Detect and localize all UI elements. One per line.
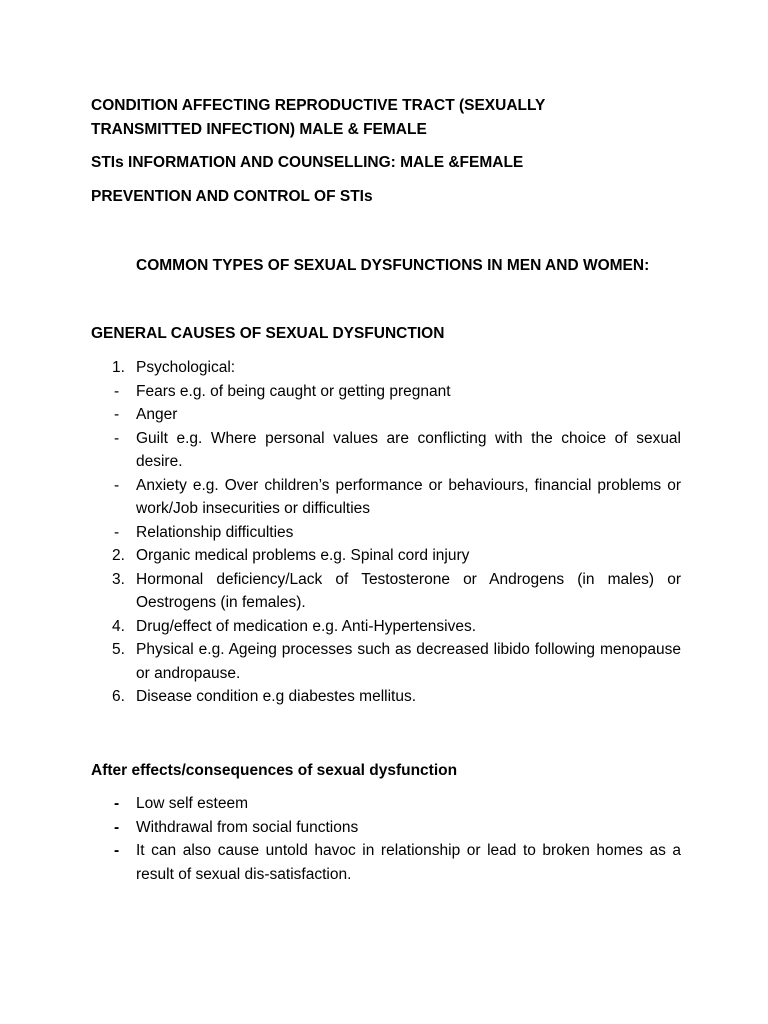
list-item-text: Low self esteem <box>136 795 248 812</box>
list-marker: - <box>114 523 120 541</box>
heading-common-types: COMMON TYPES OF SEXUAL DYSFUNCTIONS IN MEN AND WOMEN: <box>136 257 650 274</box>
list-item <box>91 792 681 816</box>
list-item-text: Organic medical problems e.g. Spinal cord injury <box>136 547 470 564</box>
list-item-text: It can also cause untold havoc in relationship or lead to broken homes as a result of sexual dis-satisfaction. <box>136 842 681 883</box>
list-item <box>91 615 681 639</box>
list-item <box>91 816 681 840</box>
list-marker: - <box>114 406 120 423</box>
list-item <box>91 474 681 521</box>
list-item-text: Guilt e.g. Where personal values are conflicting with the choice of sexual desire. <box>136 429 681 470</box>
list-item <box>91 356 681 380</box>
list-marker: 2. <box>112 547 125 564</box>
list-item <box>91 403 681 427</box>
list-item <box>91 685 681 709</box>
list-item-text: Relationship difficulties <box>136 523 294 541</box>
list-item-text: Drug/effect of medication e.g. Anti-Hypertensives. <box>136 617 477 635</box>
list-item-text: Hormonal deficiency/Lack of Testosterone or Androgens (in males) or Oestrogens (in females). <box>136 570 681 611</box>
list-marker: - <box>114 382 120 400</box>
list-item-text: Withdrawal from social functions <box>136 818 359 836</box>
heading-reproductive-tract: CONDITION AFFECTING REPRODUCTIVE TRACT (SEXUALLY TRANSMITTED INFECTION) MALE & FEMALE <box>91 97 546 138</box>
list-item <box>91 839 681 886</box>
list-item-text: Psychological: <box>136 359 236 376</box>
list-item <box>91 544 681 568</box>
list-marker: 4. <box>112 617 125 635</box>
list-marker: 1. <box>112 359 125 376</box>
list-marker: - <box>114 429 120 447</box>
list-item-text: Anger <box>136 406 178 423</box>
list-marker: 5. <box>112 641 125 658</box>
list-item-text: Fears e.g. of being caught or getting pregnant <box>136 382 451 400</box>
list-marker: 6. <box>112 688 125 705</box>
list-item-text: Disease condition e.g diabestes mellitus. <box>136 688 417 705</box>
effects-list <box>91 792 681 886</box>
list-item <box>91 521 681 545</box>
list-item <box>91 568 681 615</box>
list-marker: - <box>114 818 120 836</box>
list-marker: - <box>114 842 120 859</box>
heading-prevention-control: PREVENTION AND CONTROL OF STIs <box>91 188 373 205</box>
heading-general-causes: GENERAL CAUSES OF SEXUAL DYSFUNCTION <box>91 325 445 342</box>
list-item <box>91 380 681 404</box>
list-item <box>91 638 681 685</box>
list-item <box>91 427 681 474</box>
causes-list <box>91 356 681 709</box>
list-marker: - <box>114 476 120 494</box>
list-item-text: Anxiety e.g. Over children’s performance or behaviours, financial problems or work/Job insecurities or difficulties <box>136 476 681 517</box>
list-item-text: Physical e.g. Ageing processes such as decreased libido following menopause or andropause. <box>136 641 681 682</box>
heading-after-effects: After effects/consequences of sexual dysfunction <box>91 762 458 779</box>
list-marker: - <box>114 795 120 812</box>
list-marker: 3. <box>112 570 125 588</box>
heading-stis-counselling: STIs INFORMATION AND COUNSELLING: MALE &FEMALE <box>91 154 524 171</box>
